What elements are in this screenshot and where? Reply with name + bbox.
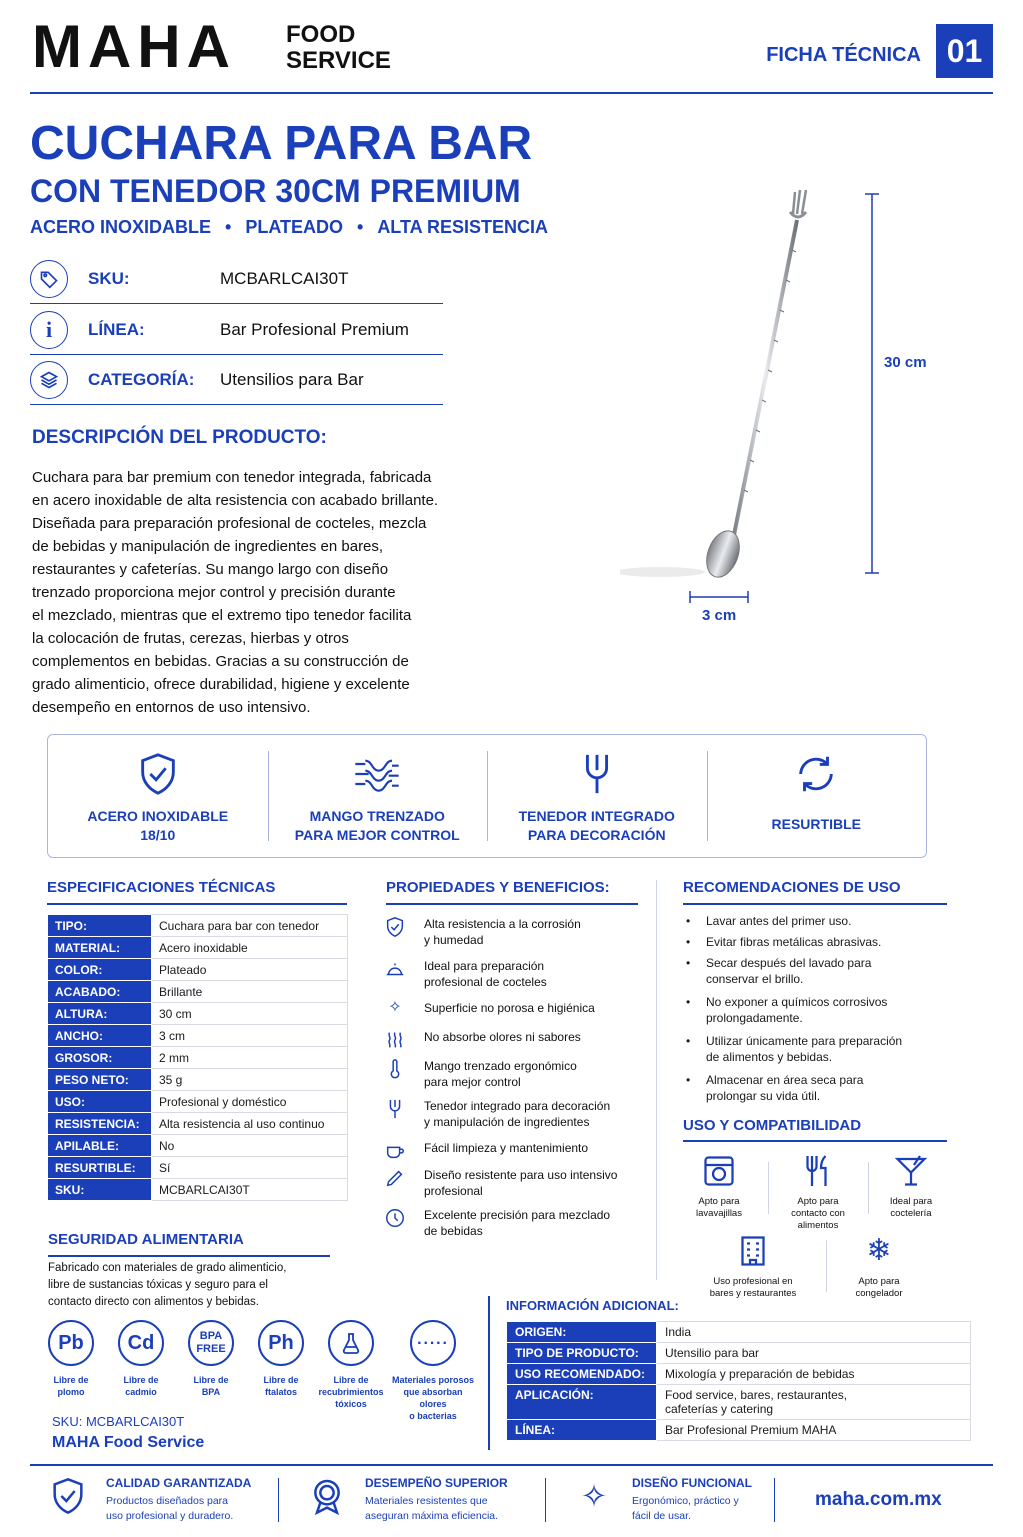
feature-item: ACERO INOXIDABLE 18/10: [48, 735, 268, 857]
spec-value: 30 cm: [152, 1003, 348, 1025]
clock-icon: [384, 1207, 406, 1229]
additional-rule: [488, 1296, 490, 1450]
property-item: Mango trenzado ergonómico para mejor control: [384, 1058, 654, 1098]
tag: ACERO INOXIDABLE: [30, 217, 212, 237]
compat-item: Uso profesional en bares y restaurantes: [703, 1232, 803, 1300]
additional-key: ORIGEN:: [507, 1322, 657, 1343]
description-text: Cuchara para bar premium con tenedor integrada, fabricada en acero inoxidable de alta resistencia con acabado brillante. Diseñada para preparación profesional de cocteles, mezcla de bebidas y manipulación de ingredientes en bares, restaurantes y cafeterías. Su mango largo con diseño trenzado proporciona mejor control y precisión durante el mezclado, mientras que el extremo tipo tenedor facilita la colocación de frutas, cerezas, hierbas y otros complementos en bebidas. Gracias a su construcción de grado alimenticio, ofrece durabilidad, higiene y excelente desempeño en entornos de uso intensivo.: [32, 469, 439, 716]
table-row: [48, 937, 348, 959]
table-row: [48, 1157, 348, 1179]
description-heading: DESCRIPCIÓN DEL PRODUCTO:: [32, 427, 327, 448]
flask-icon: [328, 1320, 374, 1366]
recommendations-list: [684, 913, 944, 1109]
brand-subtitle: FOOD SERVICE: [286, 21, 391, 74]
property-item: Diseño resistente para uso intensivo profesional: [384, 1167, 654, 1207]
spec-value: Alta resistencia al uso continuo: [152, 1113, 348, 1135]
footer: [48, 1476, 978, 1524]
footer-divider: [278, 1478, 279, 1522]
spec-key: COLOR:: [48, 959, 152, 981]
thermometer-icon: [384, 1058, 406, 1080]
spec-value: MCBARLCAI30T: [152, 1179, 348, 1201]
additional-value: Mixología y preparación de bebidas: [657, 1364, 971, 1385]
safety-seals: [40, 1320, 476, 1422]
spec-key: GROSOR:: [48, 1047, 152, 1069]
header-divider: [30, 92, 993, 94]
sparkle-icon: ✧: [388, 999, 402, 1016]
safety-heading: SEGURIDAD ALIMENTARIA: [48, 1231, 244, 1248]
footer-divider: [30, 1464, 993, 1466]
property-item: Excelente precisión para mezclado de bebidas: [384, 1207, 654, 1247]
seal-porous: ····· Materiales porosos que absorban olores o bacterias: [390, 1320, 476, 1422]
footer-divider: [545, 1478, 546, 1522]
additional-key: APLICACIÓN:: [507, 1385, 657, 1420]
seal-phthalates: Ph Libre de ftalatos: [250, 1320, 312, 1422]
table-row: [507, 1364, 971, 1385]
compat-item: Apto para contacto con alimentos: [784, 1152, 852, 1232]
additional-value: India: [657, 1322, 971, 1343]
odor-icon: [384, 1029, 406, 1051]
seal-coatings: Libre de recubrimientos tóxicos: [320, 1320, 382, 1422]
dishwasher-icon: [700, 1152, 738, 1190]
list-item: • Lavar antes del primer uso.: [684, 913, 944, 929]
info-row-category: CATEGORÍA: Utensilios para Bar: [30, 355, 443, 405]
spec-value: No: [152, 1135, 348, 1157]
building-icon: [734, 1232, 772, 1270]
spec-value: Acero inoxidable: [152, 937, 348, 959]
table-row: [48, 1091, 348, 1113]
spec-key: ANCHO:: [48, 1025, 152, 1047]
spec-key: RESISTENCIA:: [48, 1113, 152, 1135]
width-label: 3 cm: [702, 607, 737, 624]
website-link[interactable]: maha.com.mx: [815, 1489, 942, 1510]
spec-key: ACABADO:: [48, 981, 152, 1003]
table-row: [507, 1420, 971, 1441]
tag: PLATEADO: [245, 217, 343, 237]
twisted-handle-icon: [352, 749, 402, 799]
compat-heading: USO Y COMPATIBILIDAD: [683, 1117, 862, 1134]
additional-key: LÍNEA:: [507, 1420, 657, 1441]
spec-value: Profesional y doméstico: [152, 1091, 348, 1113]
info-row-line: i LÍNEA: Bar Profesional Premium: [30, 305, 443, 355]
list-item: • Secar después del lavado para conservar el brillo.: [684, 955, 944, 987]
spec-value: Cuchara para bar con tenedor: [152, 915, 348, 937]
properties-underline: [386, 903, 638, 905]
cocktail-icon: [892, 1152, 930, 1190]
table-row: [48, 981, 348, 1003]
compat-divider: [768, 1162, 769, 1214]
property-item: Fácil limpieza y mantenimiento: [384, 1140, 654, 1167]
medal-icon: [307, 1476, 347, 1516]
features-bar: [47, 734, 927, 858]
feature-item: MANGO TRENZADO PARA MEJOR CONTROL: [268, 735, 488, 857]
feature-item: TENEDOR INTEGRADO PARA DECORACIÓN: [487, 735, 707, 857]
compat-item: Apto para lavavajillas: [686, 1152, 752, 1220]
product-tags: [30, 217, 548, 238]
property-item: No absorbe olores ni sabores: [384, 1029, 654, 1058]
safety-underline: [48, 1255, 330, 1257]
brand-logo: MAHA: [32, 13, 236, 80]
table-row: [48, 1179, 348, 1201]
table-row: [48, 1025, 348, 1047]
spec-value: 2 mm: [152, 1047, 348, 1069]
specs-table: [47, 914, 348, 1201]
compat-divider: [826, 1240, 827, 1292]
cloche-icon: [384, 958, 406, 980]
additional-value: Food service, bares, restaurantes, cafeterías y catering: [657, 1385, 971, 1420]
additional-heading: INFORMACIÓN ADICIONAL:: [506, 1298, 679, 1313]
dots-icon: ·····: [410, 1320, 456, 1366]
tag-separator: •: [357, 217, 364, 237]
table-row: [48, 1003, 348, 1025]
seal-cadmium: Cd Libre de cadmio: [110, 1320, 172, 1422]
spec-value: Plateado: [152, 959, 348, 981]
spec-value: 3 cm: [152, 1025, 348, 1047]
shield-check-icon: [384, 916, 406, 938]
recommendations-underline: [683, 903, 947, 905]
property-item: Alta resistencia a la corrosión y humedad: [384, 916, 654, 958]
safety-text: Fabricado con materiales de grado alimenticio, libre de sustancias tóxicas y seguro para el contacto directo con alimentos y bebidas.: [48, 1262, 287, 1308]
spec-value: 35 g: [152, 1069, 348, 1091]
table-row: [48, 1069, 348, 1091]
compat-item: Ideal para coctelería: [878, 1152, 944, 1220]
specs-underline: [47, 903, 347, 905]
properties-list: [384, 916, 654, 1247]
spec-key: USO:: [48, 1091, 152, 1113]
spec-value: Brillante: [152, 981, 348, 1003]
spec-key: ALTURA:: [48, 1003, 152, 1025]
properties-heading: PROPIEDADES Y BENEFICIOS:: [386, 879, 610, 896]
footer-item: DESEMPEÑO SUPERIOR Materiales resistentes que aseguran máxima eficiencia.: [307, 1476, 545, 1524]
spec-key: PESO NETO:: [48, 1069, 152, 1091]
height-label: 30 cm: [884, 354, 927, 371]
property-item: Tenedor integrado para decoración y manipulación de ingredientes: [384, 1098, 654, 1140]
list-item: • Utilizar únicamente para preparación de alimentos y bebidas.: [684, 1033, 944, 1065]
cup-icon: [384, 1140, 406, 1162]
additional-value: Utensilio para bar: [657, 1343, 971, 1364]
spec-key: MATERIAL:: [48, 937, 152, 959]
table-row: [507, 1322, 971, 1343]
refresh-icon: [791, 749, 841, 799]
list-item: • Almacenar en área seca para prolongar su vida útil.: [684, 1072, 944, 1104]
additional-key: USO RECOMENDADO:: [507, 1364, 657, 1385]
doc-type: FICHA TÉCNICA: [766, 44, 921, 66]
tag: ALTA RESISTENCIA: [377, 217, 548, 237]
utensils-icon: [799, 1152, 837, 1190]
product-title: CUCHARA PARA BAR: [30, 117, 533, 170]
product-subtitle: CON TENEDOR 30CM PREMIUM: [30, 173, 521, 209]
seal-lead: Pb Libre de plomo: [40, 1320, 102, 1422]
seal-bpa: BPA FREE Libre de BPA: [180, 1320, 242, 1422]
sparkle-icon: ✧: [580, 1478, 608, 1514]
spec-key: SKU:: [48, 1179, 152, 1201]
snowflake-icon: ❄: [866, 1234, 892, 1267]
shield-check-icon: [133, 749, 183, 799]
property-item: Ideal para preparación profesional de cocteles: [384, 958, 654, 1000]
additional-key: TIPO DE PRODUCTO:: [507, 1343, 657, 1364]
table-row: [48, 915, 348, 937]
safety-sku: SKU: MCBARLCAI30T: [52, 1414, 185, 1429]
doc-number: 01: [936, 24, 993, 78]
layers-icon: [30, 361, 68, 399]
compat-underline: [683, 1140, 947, 1142]
footer-item: ✧ DISEÑO FUNCIONAL Ergonómico, práctico y fácil de usar.: [574, 1476, 774, 1524]
info-row-sku: SKU: MCBARLCAI30T: [30, 254, 443, 304]
spec-value: Sí: [152, 1157, 348, 1179]
footer-divider: [774, 1478, 775, 1522]
pencil-icon: [384, 1167, 406, 1189]
table-row: [48, 1135, 348, 1157]
property-item: ✧ Superficie no porosa e higiénica: [384, 1000, 654, 1029]
safety-brand: MAHA Food Service: [52, 1434, 205, 1451]
table-row: [507, 1343, 971, 1364]
table-row: [48, 959, 348, 981]
table-row: [48, 1047, 348, 1069]
specs-heading: ESPECIFICACIONES TÉCNICAS: [47, 879, 276, 896]
footer-item: CALIDAD GARANTIZADA Productos diseñados para uso profesional y duradero.: [48, 1476, 278, 1524]
shield-check-icon: [48, 1476, 88, 1516]
fork-icon: [384, 1098, 406, 1120]
spec-key: APILABLE:: [48, 1135, 152, 1157]
table-row: [48, 1113, 348, 1135]
feature-item: RESURTIBLE: [707, 735, 927, 857]
tag-separator: •: [225, 217, 232, 237]
product-image: [620, 180, 950, 640]
additional-table: [506, 1321, 971, 1441]
additional-value: Bar Profesional Premium MAHA: [657, 1420, 971, 1441]
tag-icon: [30, 260, 68, 298]
column-divider: [656, 880, 657, 1280]
spec-key: TIPO:: [48, 915, 152, 937]
spec-key: RESURTIBLE:: [48, 1157, 152, 1179]
compat-item: ❄ Apto para congelador: [855, 1234, 903, 1299]
info-icon: i: [30, 311, 68, 349]
table-row: [507, 1385, 971, 1420]
recommendations-heading: RECOMENDACIONES DE USO: [683, 879, 901, 896]
compat-divider: [868, 1162, 869, 1214]
list-item: • Evitar fibras metálicas abrasivas.: [684, 934, 944, 950]
fork-icon: [572, 749, 622, 799]
list-item: • No exponer a químicos corrosivos prolongadamente.: [684, 994, 944, 1026]
